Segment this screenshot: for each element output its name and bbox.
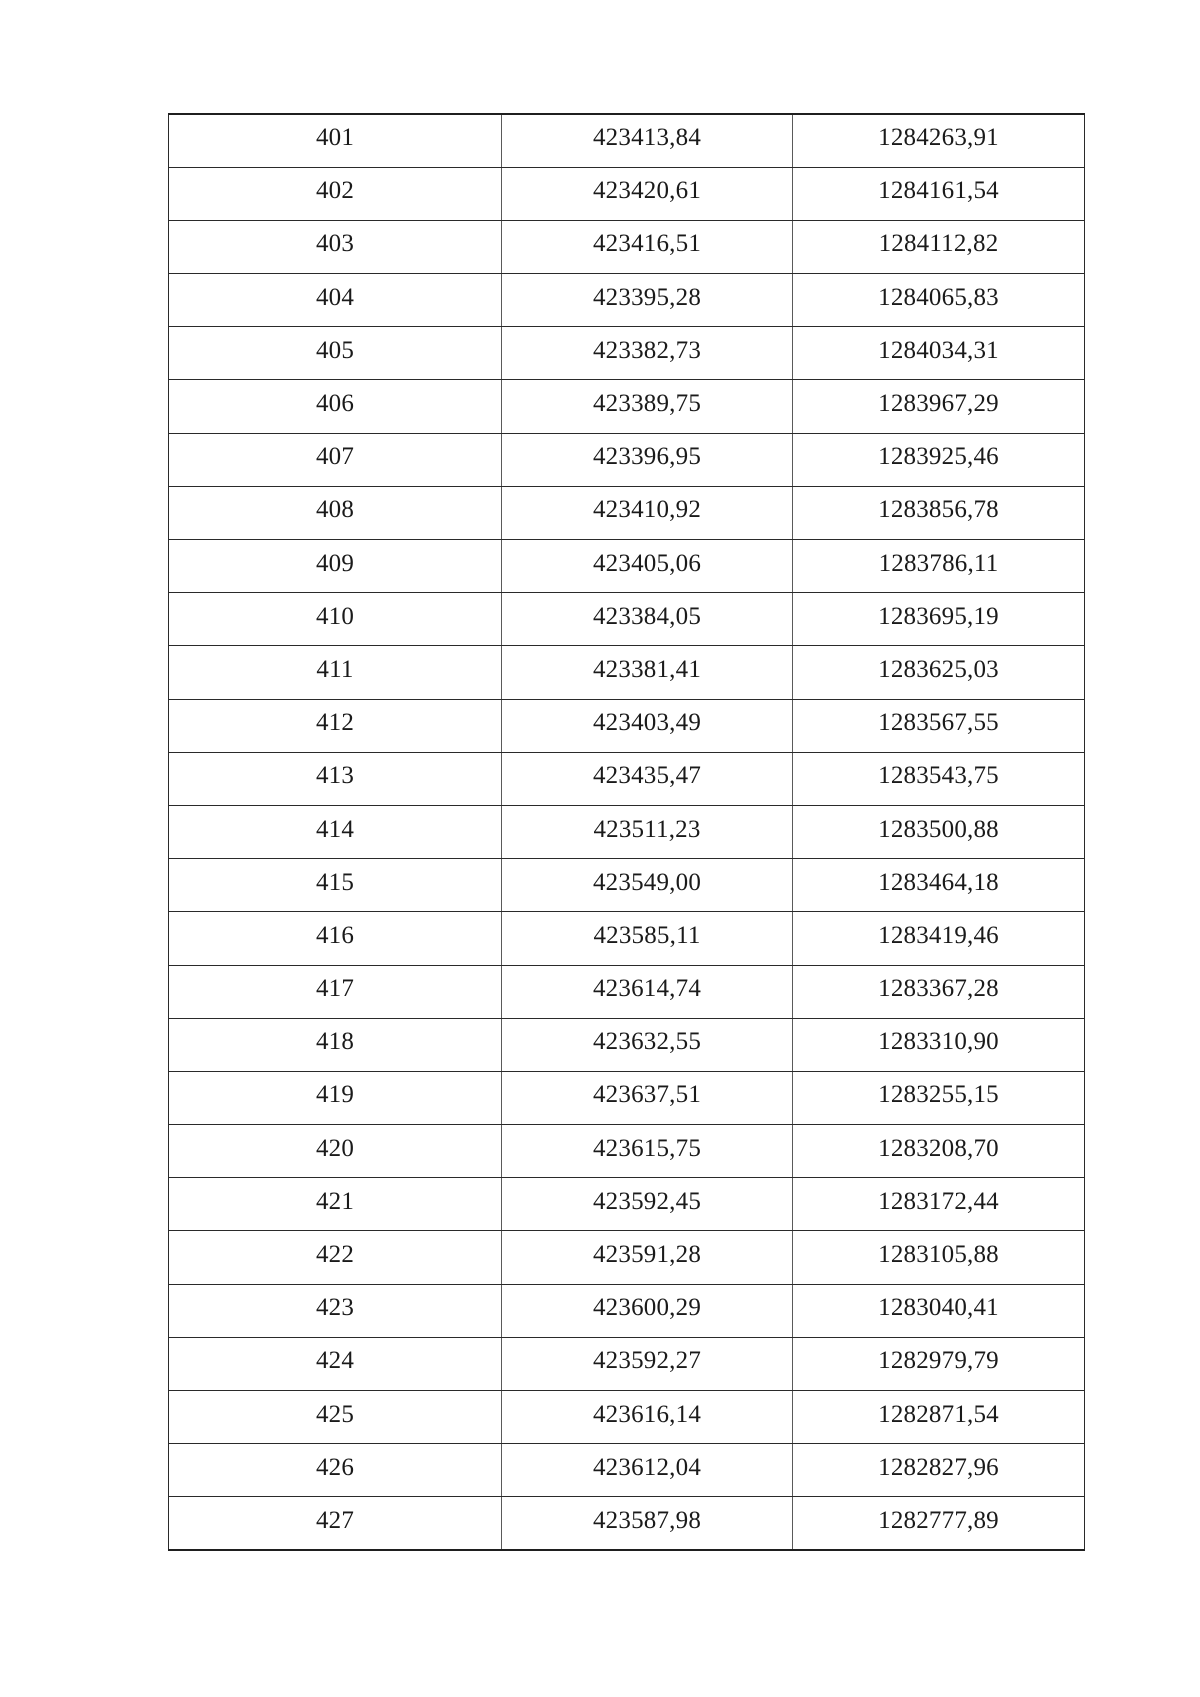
x-coordinate-cell-text: 423395,28 [592,283,702,311]
table-row [169,1497,1085,1550]
x-coordinate-cell [502,593,793,646]
point-number-cell [169,433,502,486]
y-coordinate-cell [793,167,1085,220]
x-coordinate-cell [502,380,793,433]
y-coordinate-cell [793,699,1085,752]
point-number-cell [169,380,502,433]
table-row [169,220,1085,273]
x-coordinate-cell [502,1178,793,1231]
point-number-cell-text: 414 [315,815,355,843]
x-coordinate-cell-text: 423435,47 [592,762,702,790]
y-coordinate-cell-text: 1283543,75 [878,762,999,790]
x-coordinate-cell [502,274,793,327]
table-row [169,327,1085,380]
table-row [169,380,1085,433]
x-coordinate-cell [502,752,793,805]
table-row [169,433,1085,486]
table-row [169,274,1085,327]
table-row [169,540,1085,593]
table-row [169,1018,1085,1071]
point-number-cell [169,1337,502,1390]
point-number-cell-text: 401 [315,124,355,152]
y-coordinate-cell [793,805,1085,858]
y-coordinate-cell [793,380,1085,433]
x-coordinate-cell-text: 423396,95 [592,443,702,471]
point-number-cell-text: 425 [315,1400,355,1428]
x-coordinate-cell-text: 423591,28 [592,1241,702,1269]
point-number-cell-text: 426 [315,1453,355,1481]
y-coordinate-cell-text: 1282827,96 [878,1453,999,1481]
table-row [169,646,1085,699]
y-coordinate-cell-text: 1283172,44 [878,1187,999,1215]
y-coordinate-cell-text: 1284263,91 [878,124,999,152]
point-number-cell [169,1444,502,1497]
y-coordinate-cell-text: 1284161,54 [878,177,999,205]
point-number-cell [169,1284,502,1337]
y-coordinate-cell [793,912,1085,965]
point-number-cell [169,912,502,965]
x-coordinate-cell-text: 423382,73 [592,336,702,364]
point-number-cell [169,1178,502,1231]
x-coordinate-cell-text: 423389,75 [592,390,702,418]
x-coordinate-cell-text: 423612,04 [592,1453,702,1481]
table-row [169,486,1085,539]
y-coordinate-cell [793,433,1085,486]
point-number-cell-text: 424 [315,1347,355,1375]
table-row [169,167,1085,220]
table-row [169,1284,1085,1337]
y-coordinate-cell-text: 1282777,89 [878,1506,999,1534]
point-number-cell [169,274,502,327]
x-coordinate-cell [502,1284,793,1337]
y-coordinate-cell-text: 1283255,15 [878,1081,999,1109]
x-coordinate-cell-text: 423549,00 [592,868,702,896]
point-number-cell-text: 411 [316,655,354,683]
table-row [169,912,1085,965]
point-number-cell-text: 407 [315,443,355,471]
x-coordinate-cell [502,912,793,965]
y-coordinate-cell [793,1284,1085,1337]
x-coordinate-cell-text: 423592,45 [592,1187,702,1215]
y-coordinate-cell [793,1071,1085,1124]
x-coordinate-cell [502,1071,793,1124]
x-coordinate-cell [502,1391,793,1444]
x-coordinate-cell [502,699,793,752]
table-row [169,859,1085,912]
point-number-cell-text: 405 [315,336,355,364]
table-row [169,805,1085,858]
y-coordinate-cell [793,486,1085,539]
point-number-cell [169,114,502,167]
x-coordinate-cell-text: 423511,23 [593,815,701,843]
y-coordinate-cell-text: 1283367,28 [878,975,999,1003]
point-number-cell [169,805,502,858]
x-coordinate-cell [502,646,793,699]
y-coordinate-cell-text: 1283925,46 [878,443,999,471]
x-coordinate-cell-text: 423384,05 [592,602,702,630]
y-coordinate-cell [793,593,1085,646]
point-number-cell [169,327,502,380]
x-coordinate-cell-text: 423587,98 [592,1506,702,1534]
y-coordinate-cell-text: 1283464,18 [878,868,999,896]
x-coordinate-cell-text: 423405,06 [592,549,702,577]
y-coordinate-cell-text: 1283105,88 [878,1241,999,1269]
x-coordinate-cell [502,486,793,539]
point-number-cell [169,859,502,912]
point-number-cell-text: 417 [315,975,355,1003]
x-coordinate-cell-text: 423416,51 [592,230,702,258]
x-coordinate-cell-text: 423592,27 [592,1347,702,1375]
point-number-cell [169,1018,502,1071]
point-number-cell-text: 427 [315,1506,355,1534]
point-number-cell [169,1231,502,1284]
point-number-cell [169,699,502,752]
y-coordinate-cell [793,1125,1085,1178]
y-coordinate-cell [793,1178,1085,1231]
table-row [169,593,1085,646]
x-coordinate-cell-text: 423381,41 [592,655,702,683]
point-number-cell-text: 416 [315,921,355,949]
table-row [169,1231,1085,1284]
x-coordinate-cell-text: 423403,49 [592,709,702,737]
y-coordinate-cell [793,114,1085,167]
y-coordinate-cell-text: 1284112,82 [878,230,999,258]
y-coordinate-cell-text: 1284034,31 [878,336,999,364]
y-coordinate-cell [793,1231,1085,1284]
x-coordinate-cell [502,1125,793,1178]
point-number-cell-text: 419 [315,1081,355,1109]
point-number-cell-text: 409 [315,549,355,577]
y-coordinate-cell-text: 1283500,88 [878,815,999,843]
y-coordinate-cell-text: 1283208,70 [878,1134,999,1162]
x-coordinate-cell-text: 423637,51 [592,1081,702,1109]
x-coordinate-cell-text: 423614,74 [592,975,702,1003]
x-coordinate-cell [502,1231,793,1284]
y-coordinate-cell-text: 1283567,55 [878,709,999,737]
table-row [169,1125,1085,1178]
point-number-cell [169,646,502,699]
point-number-cell-text: 421 [315,1187,355,1215]
y-coordinate-cell-text: 1283310,90 [878,1028,999,1056]
y-coordinate-cell [793,1018,1085,1071]
point-number-cell-text: 413 [315,762,355,790]
table-row [169,752,1085,805]
x-coordinate-cell-text: 423615,75 [592,1134,702,1162]
point-number-cell [169,220,502,273]
x-coordinate-cell-text: 423410,92 [592,496,702,524]
x-coordinate-cell [502,859,793,912]
x-coordinate-cell [502,805,793,858]
point-number-cell [169,540,502,593]
point-number-cell-text: 403 [315,230,355,258]
y-coordinate-cell [793,965,1085,1018]
point-number-cell [169,1071,502,1124]
point-number-cell-text: 420 [315,1134,355,1162]
y-coordinate-cell [793,859,1085,912]
x-coordinate-cell [502,1444,793,1497]
x-coordinate-cell [502,220,793,273]
x-coordinate-cell [502,167,793,220]
point-number-cell [169,593,502,646]
table-row [169,1071,1085,1124]
x-coordinate-cell [502,965,793,1018]
y-coordinate-cell [793,1497,1085,1550]
y-coordinate-cell-text: 1283786,11 [878,549,999,577]
point-number-cell-text: 410 [315,602,355,630]
y-coordinate-cell [793,752,1085,805]
y-coordinate-cell [793,220,1085,273]
coordinates-table-body [169,114,1085,1550]
point-number-cell-text: 408 [315,496,355,524]
point-number-cell [169,167,502,220]
point-number-cell-text: 422 [315,1241,355,1269]
x-coordinate-cell-text: 423632,55 [592,1028,702,1056]
point-number-cell-text: 418 [315,1028,355,1056]
table-row [169,1391,1085,1444]
point-number-cell [169,1125,502,1178]
x-coordinate-cell [502,1337,793,1390]
point-number-cell-text: 402 [315,177,355,205]
x-coordinate-cell [502,433,793,486]
y-coordinate-cell-text: 1283040,41 [878,1294,999,1322]
x-coordinate-cell [502,540,793,593]
y-coordinate-cell [793,540,1085,593]
point-number-cell-text: 404 [315,283,355,311]
table-row [169,1337,1085,1390]
point-number-cell [169,1391,502,1444]
table-row [169,1444,1085,1497]
x-coordinate-cell-text: 423585,11 [593,921,701,949]
point-number-cell [169,486,502,539]
y-coordinate-cell [793,1444,1085,1497]
y-coordinate-cell [793,274,1085,327]
point-number-cell [169,1497,502,1550]
y-coordinate-cell [793,1391,1085,1444]
point-number-cell-text: 406 [315,390,355,418]
y-coordinate-cell-text: 1283695,19 [878,602,999,630]
table-row [169,1178,1085,1231]
table-row [169,114,1085,167]
x-coordinate-cell [502,1497,793,1550]
x-coordinate-cell-text: 423420,61 [592,177,702,205]
x-coordinate-cell-text: 423413,84 [592,124,702,152]
x-coordinate-cell [502,327,793,380]
point-number-cell-text: 415 [315,868,355,896]
point-number-cell-text: 423 [315,1294,355,1322]
x-coordinate-cell-text: 423616,14 [592,1400,702,1428]
point-number-cell-text: 412 [315,709,355,737]
table-row [169,699,1085,752]
y-coordinate-cell-text: 1282979,79 [878,1347,999,1375]
coordinates-table [168,113,1085,1551]
y-coordinate-cell [793,327,1085,380]
y-coordinate-cell-text: 1282871,54 [878,1400,999,1428]
y-coordinate-cell-text: 1284065,83 [878,283,999,311]
y-coordinate-cell [793,1337,1085,1390]
point-number-cell [169,965,502,1018]
point-number-cell [169,752,502,805]
y-coordinate-cell-text: 1283419,46 [878,921,999,949]
y-coordinate-cell [793,646,1085,699]
y-coordinate-cell-text: 1283856,78 [878,496,999,524]
x-coordinate-cell [502,114,793,167]
y-coordinate-cell-text: 1283967,29 [878,390,999,418]
y-coordinate-cell-text: 1283625,03 [878,655,999,683]
x-coordinate-cell-text: 423600,29 [592,1294,702,1322]
table-row [169,965,1085,1018]
x-coordinate-cell [502,1018,793,1071]
